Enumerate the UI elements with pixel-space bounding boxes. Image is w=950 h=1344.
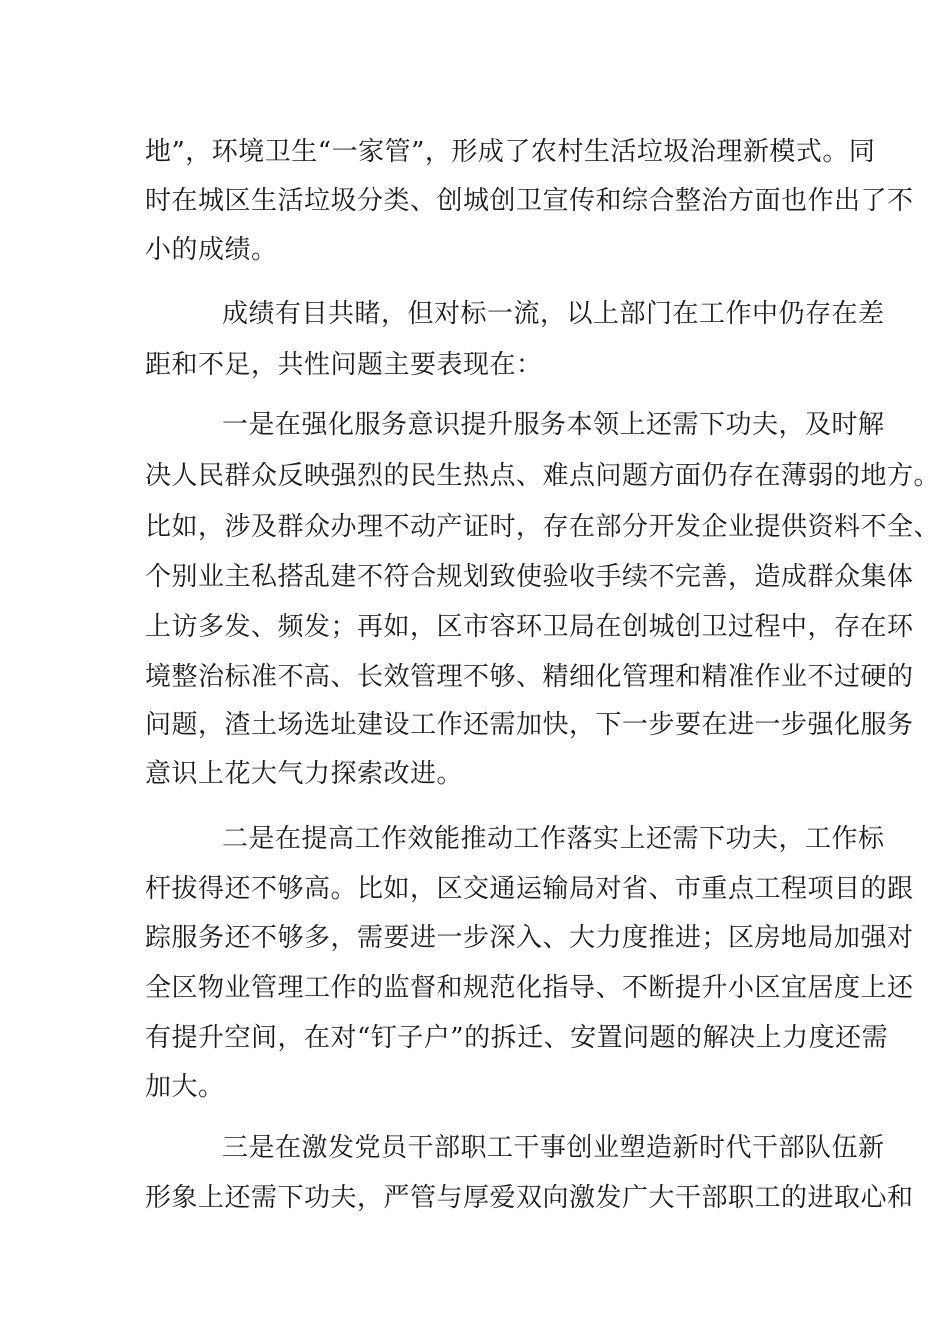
paragraph-line: 问题，渣土场选址建设工作还需加快，下一步要在进一步强化服务	[145, 710, 914, 740]
paragraph-line: 杆拔得还不够高。比如，区交通运输局对省、市重点工程项目的跟	[145, 874, 914, 904]
paragraph-line: 小的成绩。	[145, 235, 278, 265]
paragraph-line: 形象上还需下功夫，严管与厚爱双向激发广大干部职工的进取心和	[145, 1183, 914, 1213]
paragraph-line: 上访多发、频发；再如，区市容环卫局在创城创卫过程中，存在环	[145, 612, 914, 642]
paragraph-line: 境整治标准不高、长效管理不够、精细化管理和精准作业不过硬的	[145, 662, 914, 692]
paragraph-line: 距和不足，共性问题主要表现在：	[145, 350, 543, 380]
paragraph-line: 成绩有目共睹，但对标一流，以上部门在工作中仍存在差	[222, 299, 885, 329]
paragraph-line: 个别业主私搭乱建不符合规划致使验收手续不完善，造成群众集体	[145, 562, 914, 592]
paragraph-line: 时在城区生活垃圾分类、创城创卫宣传和综合整治方面也作出了不	[145, 186, 914, 216]
paragraph-line: 一是在强化服务意识提升服务本领上还需下功夫，及时解	[222, 410, 885, 440]
paragraph-line: 踪服务还不够多，需要进一步深入、大力度推进；区房地局加强对	[145, 923, 914, 953]
paragraph-line: 意识上花大气力探索改进。	[145, 759, 464, 789]
paragraph-line: 三是在激发党员干部职工干事创业塑造新时代干部队伍新	[222, 1133, 885, 1163]
paragraph-line: 比如，涉及群众办理不动产证时，存在部分开发企业提供资料不全、	[145, 512, 941, 542]
paragraph-line: 有提升空间，在对“钉子户”的拆迁、安置问题的解决上力度还需	[145, 1023, 889, 1053]
paragraph-line: 决人民群众反映强烈的民生热点、难点问题方面仍存在薄弱的地方。	[145, 461, 941, 491]
paragraph-line: 地”，环境卫生“一家管”，形成了农村生活垃圾治理新模式。同	[145, 137, 876, 167]
paragraph-line: 二是在提高工作效能推动工作落实上还需下功夫，工作标	[222, 824, 885, 854]
paragraph-line: 全区物业管理工作的监督和规范化指导、不断提升小区宜居度上还	[145, 973, 914, 1003]
paragraph-line: 加大。	[145, 1072, 225, 1102]
